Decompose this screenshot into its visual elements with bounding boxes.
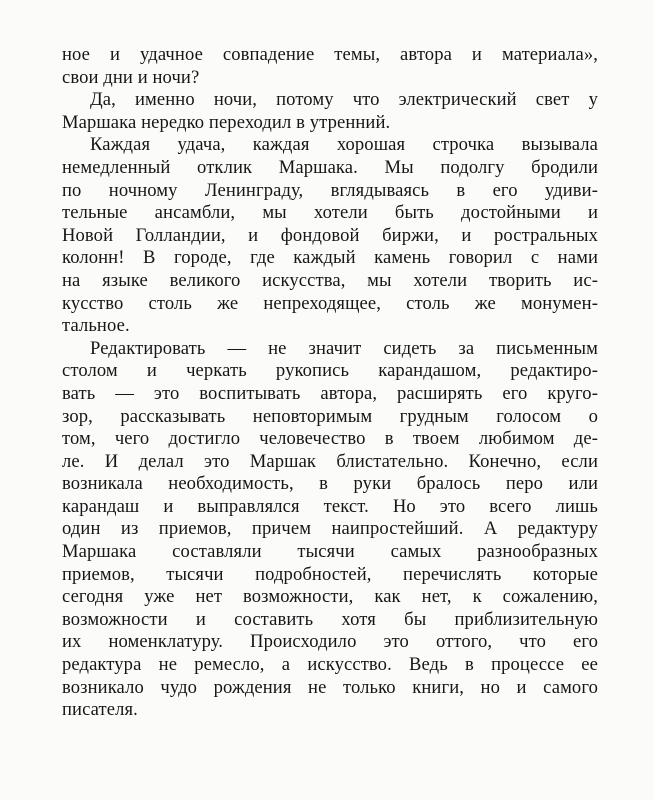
text-line: писателя. <box>62 699 138 721</box>
text-line: зор, рассказывать неповторимым грудным голосом о <box>62 405 598 427</box>
text-line: возможности и составить хотя бы приблизительную <box>62 608 598 630</box>
body-text <box>62 44 598 722</box>
text-line: Маршака составляли тысячи самых разнообразных <box>62 541 598 563</box>
paragraph-4 <box>62 338 598 722</box>
text-line: на языке великого искусства, мы хотели творить ис- <box>62 269 598 291</box>
text-line: кусство столь же непреходящее, столь же монумен- <box>62 292 598 314</box>
paragraph-3 <box>62 134 598 337</box>
text-line: редактура не ремесло, а искусство. Ведь в процессе ее <box>62 654 598 676</box>
paragraph-1 <box>62 44 598 89</box>
text-line: их номенклатуру. Происходило это оттого, что его <box>62 631 598 653</box>
text-line: один из приемов, причем наипростейший. А редактуру <box>62 518 598 540</box>
text-line: карандаш и выправлялся текст. Но это всего лишь <box>62 495 598 517</box>
text-line: Редактировать — не значит сидеть за письменным <box>90 337 598 359</box>
text-line: возникало чудо рождения не только книги, но и самого <box>62 676 598 698</box>
text-line: Каждая удача, каждая хорошая строчка вызывала <box>90 134 598 156</box>
text-line: тальное. <box>62 315 130 337</box>
text-line: по ночному Ленинграду, вглядываясь в его удиви- <box>62 179 598 201</box>
text-line: колонн! В городе, где каждый камень говорил с нами <box>62 247 598 269</box>
text-line: ное и удачное совпадение темы, автора и материала», <box>62 44 598 65</box>
text-line: ле. И делал это Маршак блистательно. Конечно, если <box>62 450 598 472</box>
text-line: сегодня уже нет возможности, как нет, к сожалению, <box>62 586 598 608</box>
text-line: Новой Голландии, и фондовой биржи, и ростральных <box>62 224 598 246</box>
text-line: том, чего достигло человечество в твоем любимом де- <box>62 428 598 450</box>
text-line: возникала необходимость, в руки бралось перо или <box>62 473 598 495</box>
text-line: Маршака нередко переходил в утренний. <box>62 111 391 133</box>
text-line: тельные ансамбли, мы хотели быть достойными и <box>62 202 598 224</box>
text-line: свои дни и ночи? <box>62 66 200 88</box>
text-line: немедленный отклик Маршака. Мы подолгу бродили <box>62 156 598 178</box>
text-line: столом и черкать рукопись карандашом, редактиро- <box>62 360 598 382</box>
text-line: вать — это воспитывать автора, расширять его круго- <box>62 382 598 404</box>
text-line: Да, именно ночи, потому что электрический свет у <box>90 89 598 111</box>
paragraph-2 <box>62 89 598 134</box>
text-line: приемов, тысячи подробностей, перечислять которые <box>62 563 598 585</box>
